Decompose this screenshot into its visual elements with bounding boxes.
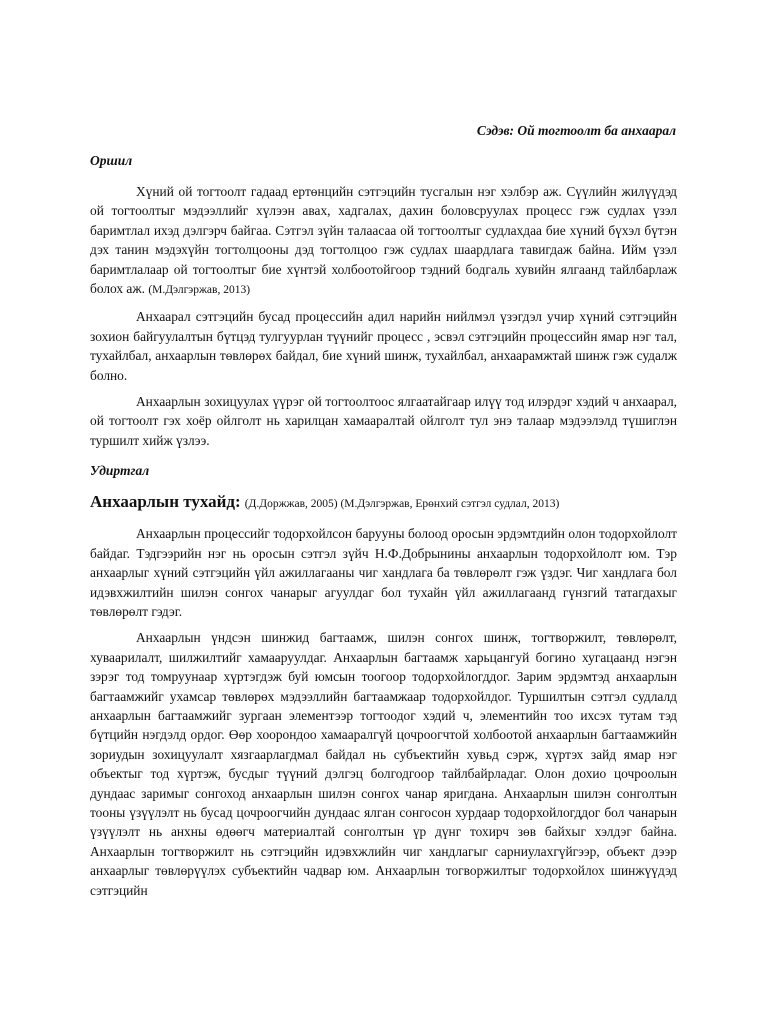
main-heading: Удиртгал xyxy=(90,463,150,479)
section-title xyxy=(90,492,677,514)
paragraph-text: Хүний ой тогтоолт гадаад ертөнцийн сэтгэцийн тусгалын нэг хэлбэр аж. Сүүлийн жилүүдэд ой тогтоолтыг мэдээллийг хүлээн авах, хадгалах, дахин боловсруулах процесс гэж судлах үзэл баримтлал ихэд дэлгэрч байгаа. Сэтгэл зүйн талаасаа ой тогтоолтыг судлахдаа бие хүний бүхэл бүтэн дэх танин мэдэхүйн тогтолцооны дэд тогтолцоо гэж судлах шаардлага тавигдаж байна. Ийм үзэл баримтлалаар ой тогтоолтыг бие хүнтэй холбоотойгоор тэдний бодгаль хувийн ялгаанд тайлбарлаж болох аж. xyxy=(90,184,677,297)
topic-title: Сэдэв: Ой тогтоолт ба анхаарал xyxy=(476,123,676,138)
section-title-text: Анхаарлын тухайд: xyxy=(90,492,241,512)
section-references: (Д.Доржжав, 2005) (М.Дэлгэржав, Ерөнхий сэтгэл судлал, 2013) xyxy=(244,498,560,511)
paragraph-text: Анхаарлын зохицуулах үүрэг ой тогтоолтоос ялгаатайгаар илүү тод илэрдэг хэдий ч анхаарал, ой тогтоолт гэх хоёр ойлголт нь харилцан хамааралтай ойлголт тул энэ талаар мэдээлэлд түшиглэн туршилт хийж үзлээ. xyxy=(90,394,677,448)
body-paragraph: Анхаарлын үндсэн шинжид багтаамж, шилэн сонгох шинж, тогтворжилт, төвлөрөлт, хуваарилалт, шилжилтийг хамааруулдаг. Анхаарлын багтаамж харьцангуй богино хугацаанд нэгэн зэрэг тод томруунаар хүртэгдэж буй юмсын тоогоор тодорхойлогддог. Зарим эрдэмтэд анхаарлын багтаамжийг ухамсар төвлөрөх мэдээллийн багтаамжаар тодорхойлдог. Туршилтын сэтгэл судлалд анхаарлын багтаамжийг зургаан элементээр тогтоодог хэдий ч, элементийн тоо ихсэх тутам тэд бүтцийн нэгдэлд ордог. Өөр хоорондоо хамааралгүй цочроогчтой холбоотой анхаарлын багтаамжийн зориудын зохицуулалт хязгаарлагдмал байдал нь субъектийн хувьд сэрж, хүртэх зайд ямар нэг объектыг тод хүртэж, бусдыг түүний дэлгэц болгодгоор тайлбайрладаг. Олон дохио цочроолын дундаас заримыг сонгоход анхаарлын шилэн сонгох чанар яригдана. Анхаарлын шилэн сонголтын тооны үзүүлэлт нь бусад цочроогчийн дундаас ялган сонгосон хурдаар тодорхойлогддог бол чанарын үзүүлэлт нь анхны өдөөгч материалтай сонголтын үр дүнг тохирч зөв байхыг хэлдэг байна. Анхаарлын тогтворжилт нь сэтгэцийн идэвхжлийн чиг хандлагыг сарниулахгүйгээр, объект дээр анхаарлыг төвлөрүүлэх субъектийн чадвар юм. Анхаарлын тогворжилтыг тодорхойлох шинжүүдэд сэтгэцийн xyxy=(90,630,677,898)
intro-paragraph xyxy=(90,182,677,300)
document-body xyxy=(90,152,677,907)
intro-paragraph xyxy=(90,392,677,450)
paragraph-text: Анхаарал сэтгэцийн бусад процессийн адил нарийн нийлмэл үзэгдэл учир хүний сэтгэцийн зохион байгуулалтын бүтцэд тулгуурлан түүнийг процесс , эсвэл сэтгэцийн процессийн ямар нэг тал, тухайлбал, анхаарлын төвлөрөх байдал, бие хүний шинж, тухайлбал, анхаарамжтай шинж гэж судалж болно. xyxy=(90,309,677,383)
citation: (М.Дэлгэржав, 2013) xyxy=(148,284,251,297)
body-paragraph: Анхаарлын процессийг тодорхойлсон барууны болоод оросын эрдэмтдийн олон тодорхойлолт байдаг. Тэдгээрийн нэг нь оросын сэтгэл зүйч Н.Ф.Добрынины анхаарлын тодорхойлолт юм. Тэр анхаарлыг хүний сэтгэцийн үйл ажиллагааны чиг хандлага ба төвлөрөлт гэж үздэг. Чиг хандлага бол идэвхжилтийн шилэн сонгох чанарыг агуулдаг бол тухайн үйл ажиллагаанд гүнзгий татагдахыг төвлөрөлт гэдэг. xyxy=(90,526,677,619)
intro-paragraph xyxy=(90,307,677,385)
intro-heading: Оршил xyxy=(90,153,133,168)
